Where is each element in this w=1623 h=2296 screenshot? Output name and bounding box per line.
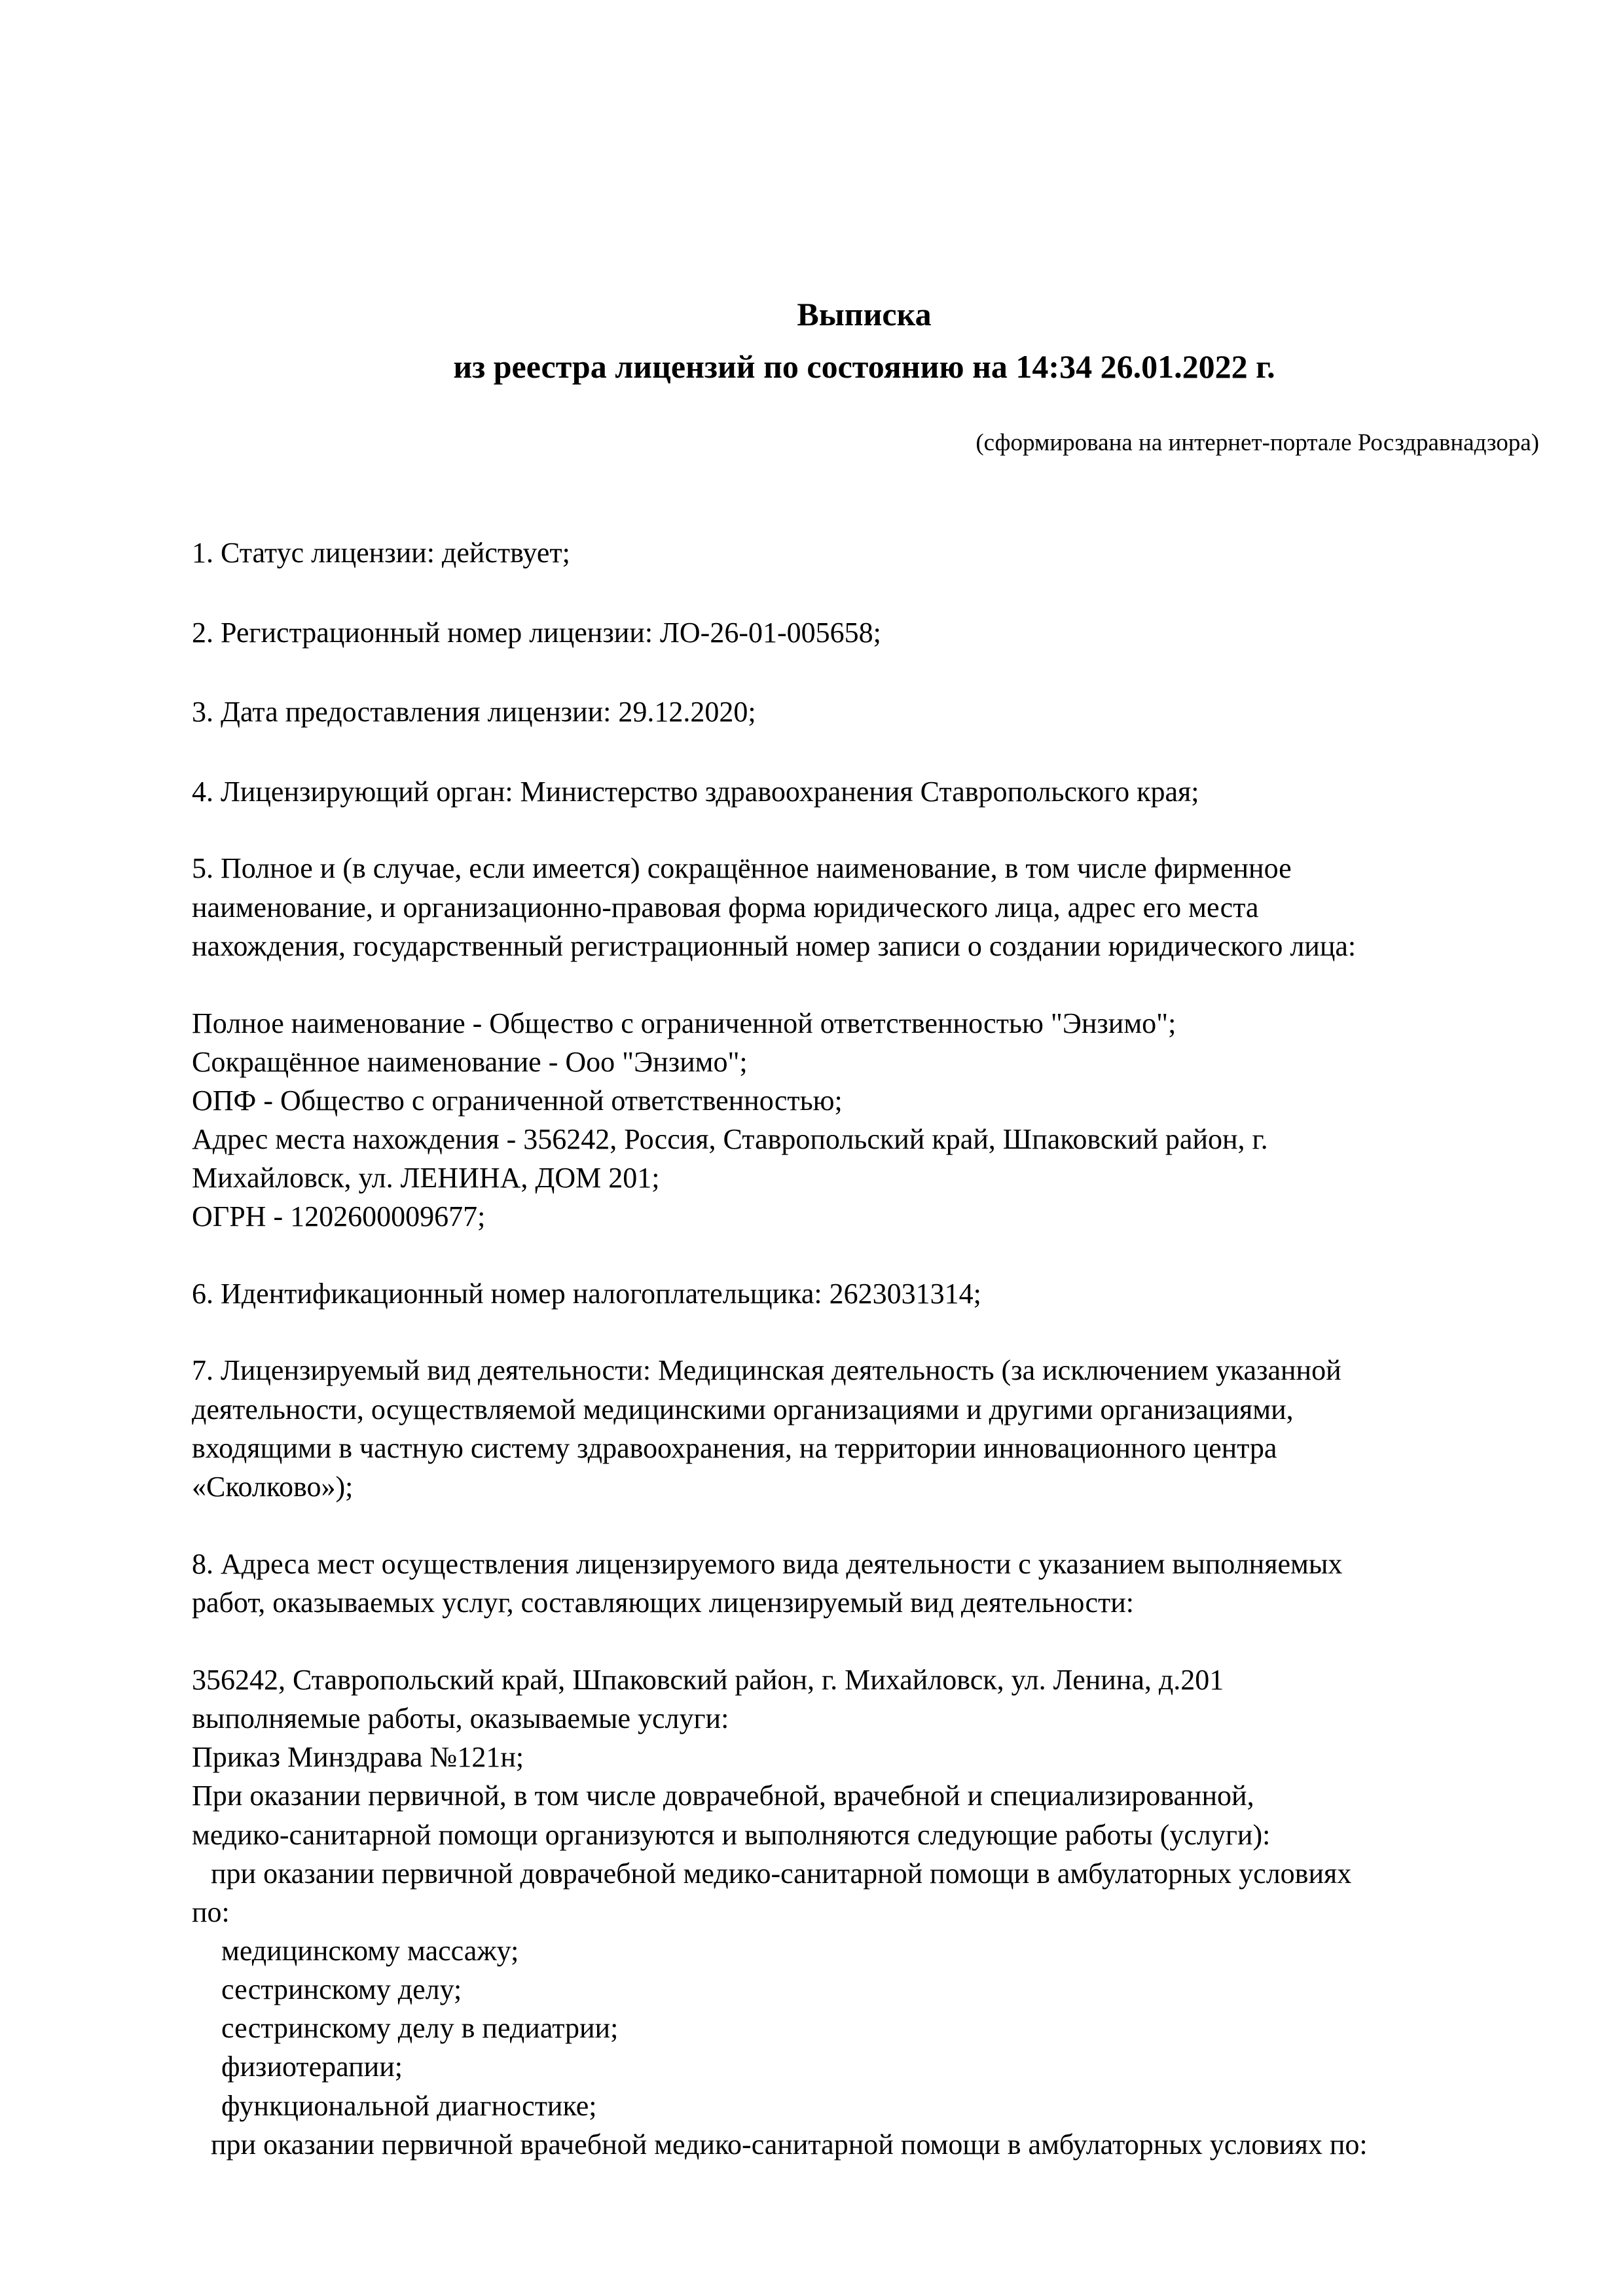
activity-line: «Сколково»); bbox=[192, 1471, 354, 1503]
service-item: сестринскому делу; bbox=[221, 1973, 462, 2005]
org-heading-line: нахождения, государственный регистрационный номер записи о создании юридического лица: bbox=[192, 930, 1357, 962]
org-ogrn: ОГРН - 1202600009677; bbox=[192, 1200, 486, 1232]
org-heading-line: 5. Полное и (в случае, если имеется) сокращённое наименование, в том числе фирменное bbox=[192, 852, 1292, 884]
service-item: медицинскому массажу; bbox=[221, 1935, 519, 1967]
item-issue-date: 3. Дата предоставления лицензии: 29.12.2020; bbox=[192, 696, 756, 728]
service-item: функциональной диагностике; bbox=[221, 2090, 597, 2122]
activity-line: входящими в частную систему здравоохранения, на территории инновационного центра bbox=[192, 1432, 1277, 1464]
activity-line: деятельности, осуществляемой медицинскими организациями и другими организациями, bbox=[192, 1393, 1294, 1426]
addresses-heading-line: работ, оказываемых услуг, составляющих лицензируемый вид деятельности: bbox=[192, 1587, 1135, 1619]
prehospital-heading-line: по: bbox=[192, 1896, 230, 1928]
item-reg-number: 2. Регистрационный номер лицензии: ЛО-26-01-005658; bbox=[192, 617, 881, 649]
source-note: (сформирована на интернет-портале Росздравнадзора) bbox=[976, 429, 1539, 456]
address-line: медико-санитарной помощи организуются и выполняются следующие работы (услуги): bbox=[192, 1819, 1271, 1851]
physician-heading: при оказании первичной врачебной медико-санитарной помощи в амбулаторных условиях по: bbox=[211, 2128, 1368, 2161]
address-line: При оказании первичной, в том числе доврачебной, врачебной и специализированной, bbox=[192, 1780, 1254, 1812]
addresses-heading-line: 8. Адреса мест осуществления лицензируемого вида деятельности с указанием выполняемых bbox=[192, 1548, 1343, 1580]
org-heading-line: наименование, и организационно-правовая форма юридического лица, адрес его места bbox=[192, 891, 1259, 924]
document-title: Выписка bbox=[797, 296, 932, 332]
address-line: Приказ Минздрава №121н; bbox=[192, 1741, 524, 1773]
item-authority: 4. Лицензирующий орган: Министерство здравоохранения Ставропольского края; bbox=[192, 776, 1199, 808]
address-line: выполняемые работы, оказываемые услуги: bbox=[192, 1702, 729, 1734]
item-inn: 6. Идентификационный номер налогоплательщика: 2623031314; bbox=[192, 1278, 981, 1310]
org-address: Адрес места нахождения - 356242, Россия, Ставропольский край, Шпаковский район, г. bbox=[192, 1123, 1268, 1155]
org-full-name: Полное наименование - Общество с ограниченной ответственностью "Энзимо"; bbox=[192, 1007, 1176, 1039]
service-item: сестринскому делу в педиатрии; bbox=[221, 2012, 619, 2044]
activity-line: 7. Лицензируемый вид деятельности: Медицинская деятельность (за исключением указанной bbox=[192, 1354, 1341, 1386]
service-item: физиотерапии; bbox=[221, 2051, 403, 2083]
org-address-cont: Михайловск, ул. ЛЕНИНА, ДОМ 201; bbox=[192, 1162, 660, 1194]
document-subtitle: из реестра лицензий по состоянию на 14:34 26.01.2022 г. bbox=[453, 348, 1275, 385]
org-legal-form: ОПФ - Общество с ограниченной ответственностью; bbox=[192, 1085, 843, 1117]
item-status: 1. Статус лицензии: действует; bbox=[192, 537, 570, 569]
prehospital-heading-line: при оказании первичной доврачебной медико-санитарной помощи в амбулаторных условиях bbox=[211, 1857, 1352, 1890]
address-line: 356242, Ставропольский край, Шпаковский район, г. Михайловск, ул. Ленина, д.201 bbox=[192, 1664, 1224, 1696]
org-short-name: Сокращённое наименование - Ооо "Энзимо"; bbox=[192, 1046, 748, 1078]
